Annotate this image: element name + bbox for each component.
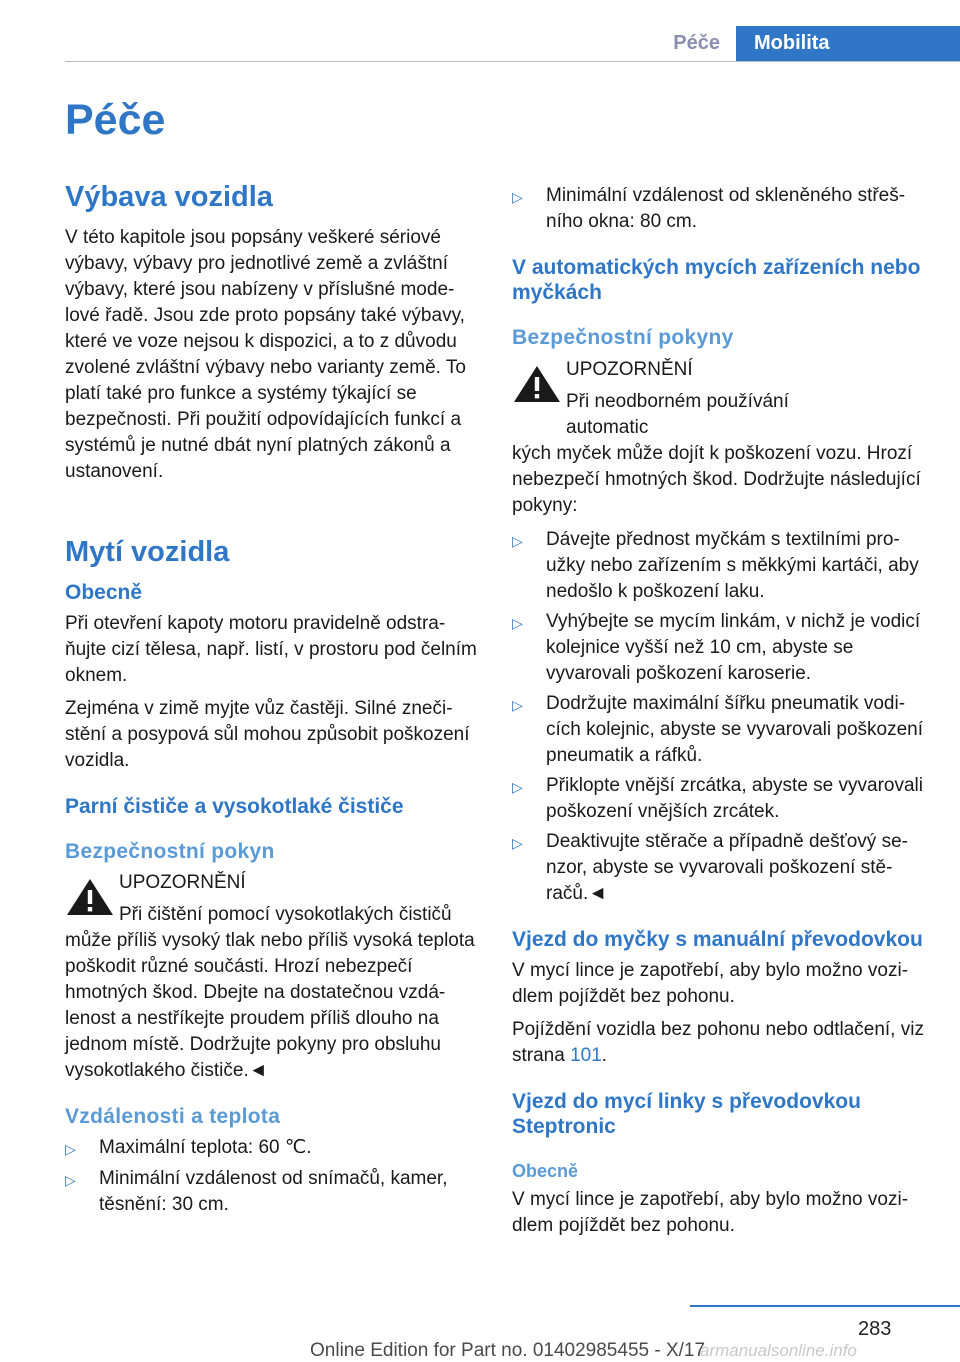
triangle-bullet-icon: ▷ — [512, 834, 523, 851]
warning-first-line: Při čištění pomocí vysokotlakých čističů — [119, 904, 452, 926]
paragraph-manual-2: Pojíždění vozidla bez pohonu nebo odtlačení, viz strana 101. — [512, 1018, 924, 1066]
triangle-bullet-icon: ▷ — [512, 614, 523, 631]
tab-mobilita[interactable]: Mobilita — [736, 26, 960, 62]
triangle-bullet-icon: ▷ — [65, 1172, 76, 1189]
heading-vybava: Výbava vozidla — [65, 181, 273, 213]
warning-block — [65, 870, 477, 1084]
list-item: ▷ Dávejte přednost myčkám s textilními proužky nebo zařízením s měkkými kartáči, aby nedošlo k poškození laku. — [512, 527, 927, 605]
paragraph-manual-1: V mycí lince je zapotřebí, aby bylo možno vozidlem pojíždět bez pohonu. — [512, 959, 909, 1007]
page-number: 283 — [858, 1318, 892, 1340]
heading-bezpecnostni-pokyny: Bezpečnostní pokyny — [512, 326, 734, 350]
list-item: ▷ Minimální vzdálenost od skleněného střešního okna: 80 cm. — [512, 183, 927, 235]
left-column — [65, 180, 477, 1226]
list-pokyny — [512, 527, 927, 907]
warning-text: kých myček může dojít k poškození vozu. Hrozí nebezpečí hmotných škod. Dodržujte následující pokyny: — [512, 442, 921, 516]
list-item: ▷ Deaktivujte stěrače a případně dešťový senzor, abyste se vyvarovali poškození stěračů.◄ — [512, 829, 927, 907]
list-item: ▷ Dodržujte maximální šířku pneumatik vodicích kolejnic, abyste se vyvarovali poškození pneumatik a ráfků. — [512, 691, 927, 769]
triangle-bullet-icon: ▷ — [512, 532, 523, 549]
right-column — [512, 183, 927, 1246]
heading-automaticke-myci: V automatických mycích zařízeních nebo myčkách — [512, 256, 921, 305]
header-divider — [65, 61, 960, 62]
header-tabs — [673, 26, 960, 62]
triangle-bullet-icon: ▷ — [512, 778, 523, 795]
warning-triangle-icon — [65, 876, 115, 918]
paragraph-vybava: V této kapitole jsou popsány veškeré sériové výbavy, výbavy pro jednotlivé země a zvláštní výbavy, které jsou nabízeny v příslušné modelové řadě. Jsou zde proto popsány také výbavy, které ve voze nejsou k dispozici, a to z důvodu zvolené zvláštní výbavy nebo varianty země. To platí také pro funkce a systémy týkající se bezpečnosti. Při použití odpovídajících funkcí a systémů je nutné dbát nyní platných zákonů a ustanovení. — [65, 226, 466, 482]
heading-bezpecnostni-pokyn: Bezpečnostní pokyn — [65, 839, 275, 863]
triangle-bullet-icon: ▷ — [512, 189, 523, 205]
watermark: armanualsonline.info — [700, 1341, 857, 1360]
heading-obecne-2: Obecně — [512, 1161, 579, 1182]
warning-label: UPOZORNĚNÍ — [566, 358, 693, 380]
warning-label: UPOZORNĚNÍ — [119, 872, 246, 894]
page-link-101[interactable]: 101 — [570, 1044, 602, 1066]
paragraph-obecne-1: Při otevření kapoty motoru pravidelně odstraňujte cizí tělesa, např. listí, v prostoru pod čelním oknem. — [65, 612, 477, 686]
list-vzdalenosti — [65, 1135, 477, 1218]
list-continued — [512, 183, 927, 235]
tab-pece[interactable]: Péče — [673, 32, 720, 54]
heading-parni: Parní čističe a vysokotlaké čističe — [65, 794, 404, 818]
triangle-bullet-icon: ▷ — [512, 696, 523, 713]
list-item: ▷ Vyhýbejte se mycím linkám, v nichž je vodicí kolejnice vyšší než 10 cm, abyste se vyvarovali poškození karoserie. — [512, 609, 927, 687]
heading-vzdalenosti: Vzdálenosti a teplota — [65, 1105, 281, 1129]
list-item: ▷ Maximální teplota: 60 ℃. — [65, 1135, 477, 1162]
page-title: Péče — [65, 96, 166, 144]
paragraph-obecne-2: Zejména v zimě myjte vůz častěji. Silné znečistění a posypová sůl mohou způsobit poškození vozidla. — [65, 697, 470, 771]
triangle-bullet-icon: ▷ — [65, 1141, 76, 1158]
heading-myti: Mytí vozidla — [65, 535, 230, 568]
heading-manualni: Vjezd do myčky s manuální převodovkou — [512, 927, 923, 951]
footer-divider — [690, 1305, 960, 1307]
heading-steptronic: Vjezd do mycí linky s převodovkou Steptronic — [512, 1089, 861, 1138]
edition-text: Online Edition for Part no. 01402985455 - X/17 — [310, 1340, 706, 1361]
warning-text: může příliš vysoký tlak nebo příliš vysoká teplota poškodit různé součásti. Hrozí nebezpečí hmotných škod. Dbejte na dostatečnou vzdálenost a nestříkejte proudem příliš dlouho na jednom místě. Dodržujte pokyny pro obsluhu vysokotlakého čističe.◄ — [65, 930, 475, 1082]
list-item: ▷ Minimální vzdálenost od snímačů, kamer, těsnění: 30 cm. — [65, 1166, 477, 1218]
warning-block — [512, 357, 927, 519]
warning-triangle-icon — [512, 363, 562, 405]
warning-first-line: Při neodborném používání automatic — [566, 390, 789, 438]
paragraph-steptronic: V mycí lince je zapotřebí, aby bylo možno vozidlem pojíždět bez pohonu. — [512, 1188, 909, 1236]
list-item: ▷ Přiklopte vnější zrcátka, abyste se vyvarovali poškození vnějších zrcátek. — [512, 773, 927, 825]
heading-obecne: Obecně — [65, 580, 143, 604]
